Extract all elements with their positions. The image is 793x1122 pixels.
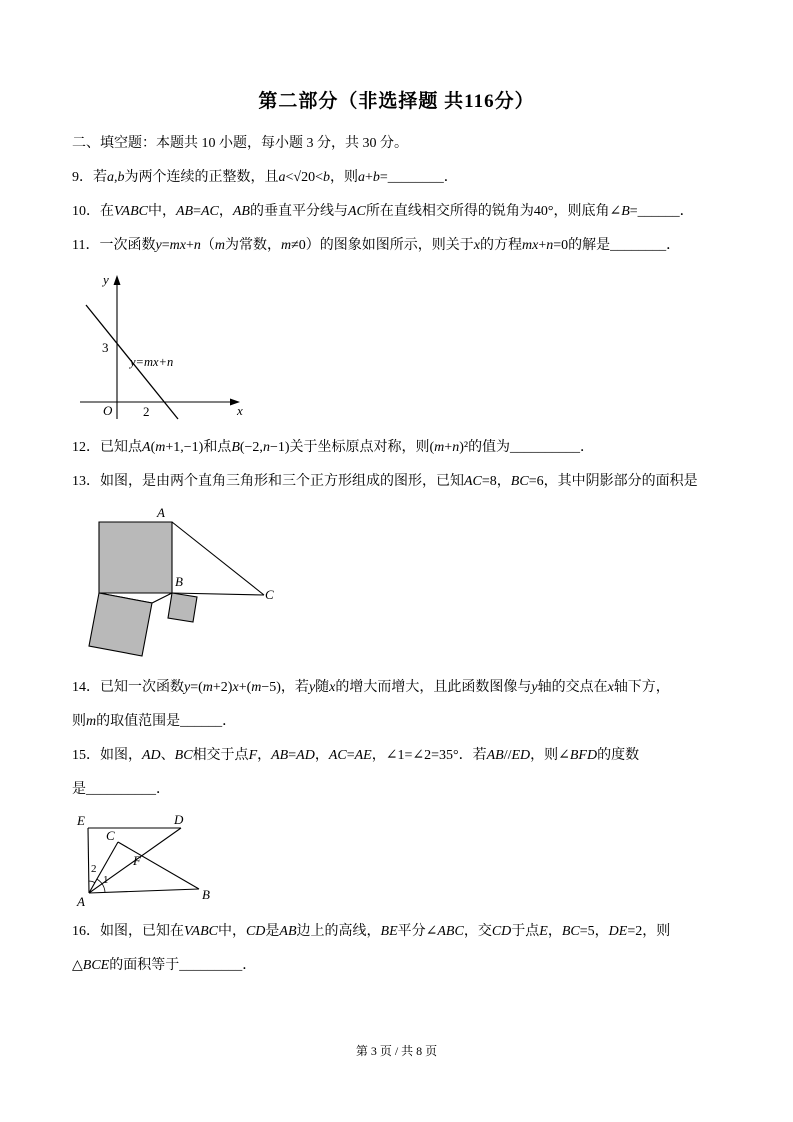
segment-bc: [118, 842, 199, 889]
question-9: 9．若a,b为两个连续的正整数，且a<√20<b，则a+b=________．: [72, 170, 458, 185]
large-shaded-square: [99, 522, 172, 593]
point-b-label: B: [202, 887, 210, 902]
question-15-line2: 是__________．: [72, 782, 170, 797]
point-a-label: A: [77, 894, 85, 909]
point-f-label: F: [133, 853, 141, 868]
hypotenuse-ac: [172, 522, 264, 595]
question-16-line2: △BCE的面积等于_________．: [72, 958, 257, 973]
question-15-line1: 15．如图，AD、BC相交于点F，AB=AD，AC=AE，∠1=∠2=35°．若AB//ED，则∠BFD的度数: [72, 748, 640, 763]
y-axis-label: y: [103, 272, 109, 287]
x-intercept-label: 2: [143, 404, 150, 419]
section-intro: 二、填空题：本题共 10 小题，每小题 3 分，共 30 分。: [72, 136, 408, 151]
function-line-label: y=mx+n: [130, 355, 174, 369]
question-11: 11．一次函数y=mx+n（m为常数，m≠0）的图象如图所示，则关于x的方程mx+n=0的解是________．: [72, 238, 681, 253]
point-c-label: C: [106, 828, 115, 843]
vertex-a-label: A: [157, 505, 165, 520]
point-e-label: E: [77, 813, 85, 828]
angle-1-label: 1: [103, 874, 109, 886]
y-axis-arrow: [114, 275, 121, 285]
origin-label: O: [103, 403, 113, 418]
segment-ab: [89, 889, 199, 893]
point-d-label: D: [174, 813, 184, 827]
vertex-c-label: C: [265, 587, 274, 602]
figure-q13-squares: [74, 505, 279, 667]
segment-ae: [88, 828, 89, 893]
page-footer: 第 3 页 / 共 8 页: [355, 1044, 438, 1058]
page-title: 第二部分（非选择题 共116分）: [258, 91, 535, 112]
question-12: 12．已知点A(m+1,−1)和点B(−2,n−1)关于坐标原点对称，则(m+n)²的值为__________．: [72, 440, 595, 455]
rotated-shaded-square: [89, 593, 152, 656]
figure-q15-triangles: [72, 813, 222, 913]
y-intercept-label: 3: [102, 340, 109, 355]
vertex-b-label: B: [175, 574, 183, 589]
angle-2-label: 2: [91, 863, 97, 875]
question-14-line2: 则m的取值范围是______．: [72, 714, 237, 729]
question-16-line1: 16．如图，已知在VABC中，CD是AB边上的高线，BE平分∠ABC，交CD于点E，BC=5，DE=2，则: [72, 924, 671, 939]
figure-q11-graph: [72, 269, 247, 427]
question-14-line1: 14．已知一次函数y=(m+2)x+(m−5)，若y随x的增大而增大，且此函数图像与y轴的交点在x轴下方，: [72, 680, 670, 695]
question-13: 13．如图，是由两个直角三角形和三个正方形组成的图形，已知AC=8，BC=6，其中阴影部分的面积是: [72, 474, 698, 489]
x-axis-label: x: [237, 403, 243, 418]
small-shaded-square: [168, 593, 197, 622]
question-10: 10．在VABC中，AB=AC，AB的垂直平分线与AC所在直线相交所得的锐角为40°，则底角∠B=______．: [72, 204, 694, 219]
angle-2-arc: [89, 881, 95, 883]
